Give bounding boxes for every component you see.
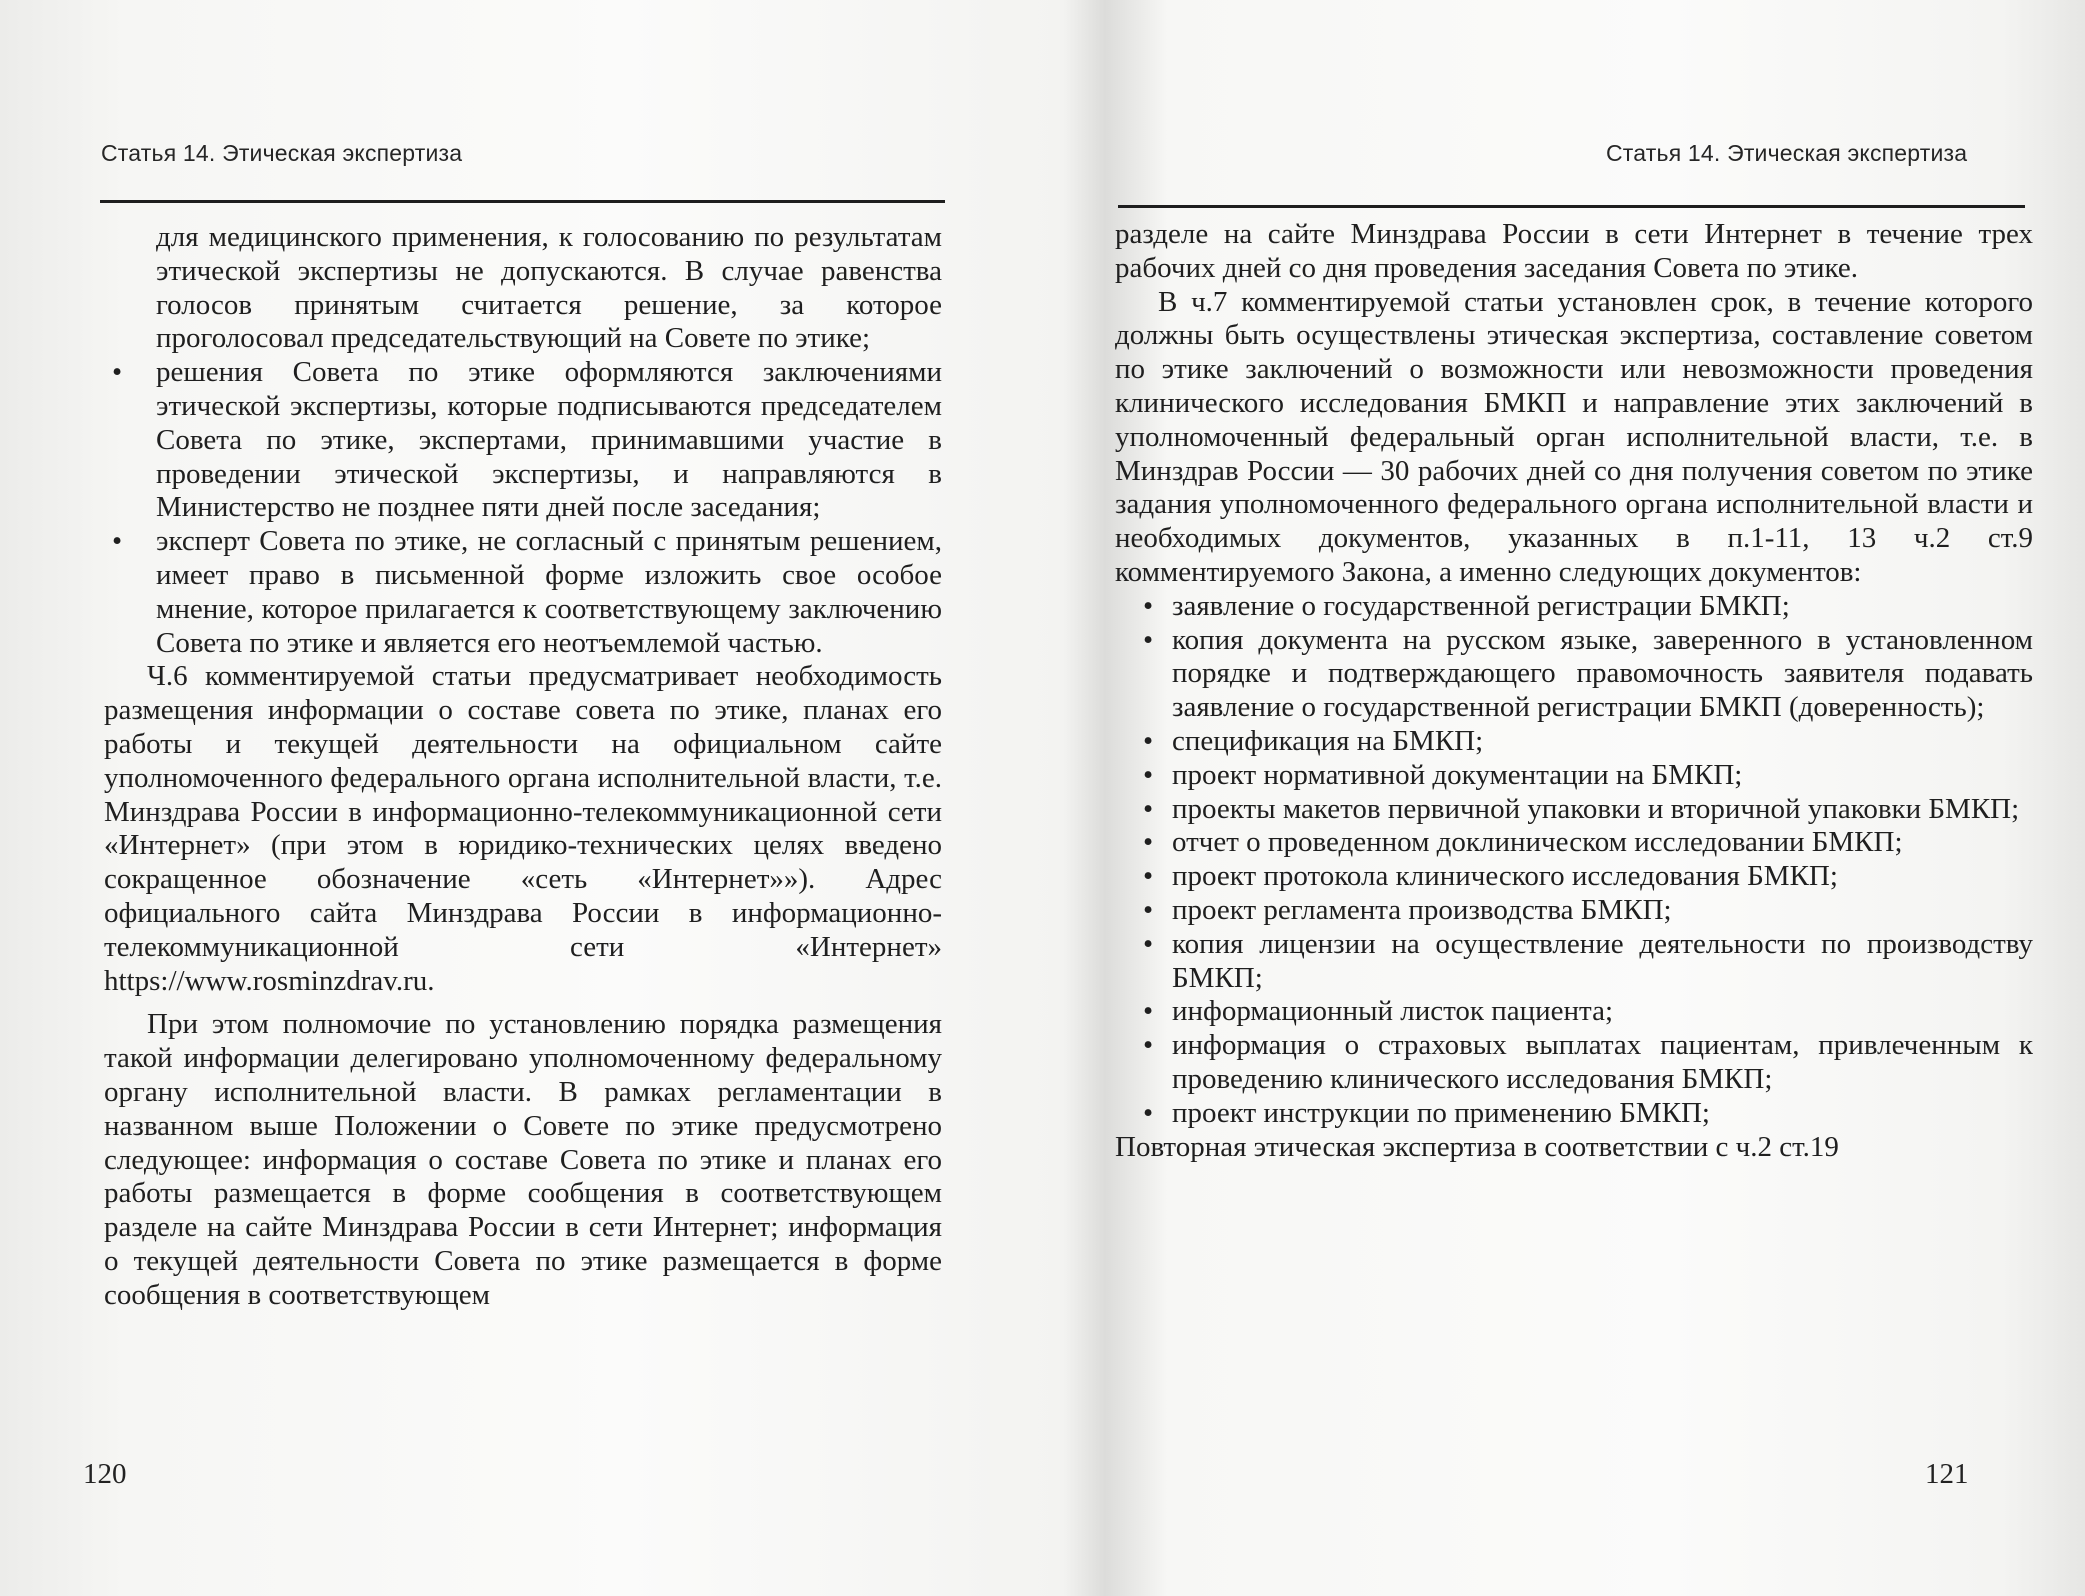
list-item: • информация о страховых выплатах пациентам, привлеченным к проведению клинического исследования БМКП; <box>1143 1029 2033 1095</box>
bullet-icon: • <box>1143 623 1154 656</box>
closing-line: Повторная этическая экспертиза в соответствии с ч.2 ст.19 <box>1115 1130 1839 1163</box>
list-item: • решения Совета по этике оформляются заключениями этической экспертизы, которые подписываются председателем Совета по этике, экспертами, принимавшими участие в проведении этической экспертизы, и направляются в Министерство не позднее пяти дней после заседания; <box>112 356 942 524</box>
list-item: • эксперт Совета по этике, не согласный с принятым решением, имеет право в письменной форме изложить свое особое мнение, которое прилагается к соответствующему заключению Совета по этике и является его неотъемлемой частью. <box>112 525 942 659</box>
list-item: • проекты макетов первичной упаковки и вторичной упаковки БМКП; <box>1143 792 2020 825</box>
list-item: • спецификация на БМКП; <box>1143 724 1484 757</box>
paragraph-continuation: разделе на сайте Минздрава России в сети Интернет в течение трех рабочих дней со дня проведения заседания Совета по этике. <box>1115 218 2033 284</box>
bullet-icon: • <box>1143 893 1154 926</box>
list-item: • копия документа на русском языке, заверенного в установленном порядке и подтверждающего правомочность заявителя подавать заявление о государственной регистрации БМКП (доверенность); <box>1143 623 2033 724</box>
list-item: • информационный листок пациента; <box>1143 995 1614 1028</box>
bullet-icon: • <box>1143 826 1154 859</box>
right-page-text <box>1115 218 2033 1164</box>
running-head-right: Статья 14. Этическая экспертиза <box>1606 140 1968 166</box>
bullet-icon: • <box>1143 995 1154 1028</box>
page-number-right: 121 <box>1925 1458 1969 1490</box>
right-page <box>1065 0 2085 1596</box>
bullet-icon: • <box>1143 927 1154 960</box>
paragraph: Ч.6 комментируемой статьи предусматривает необходимость размещения информации о составе совета по этике, планах его работы и текущей деятельности на официальном сайте уполномоченного федерального органа исполнительной власти, т.е. Минздрава России в информационно-телекоммуникационной сети «Интернет» (при этом в юридико-технических целях введено сокращенное обозначение «сеть «Интернет»»). Адрес официального сайта Минздрава России в информационно-телекоммуникационной сети «Интернет» https://www.rosminzdrav.ru. <box>104 660 942 997</box>
bullet-icon: • <box>1143 589 1154 622</box>
bullet-icon: • <box>1143 860 1154 893</box>
left-page-text <box>104 221 942 1313</box>
bullet-icon: • <box>112 356 123 389</box>
bullet-icon: • <box>1143 1096 1154 1129</box>
list-item: • заявление о государственной регистрации БМКП; <box>1143 589 1790 622</box>
list-item: • отчет о проведенном доклиническом исследовании БМКП; <box>1143 826 1903 859</box>
list-item: • проект нормативной документации на БМКП; <box>1143 758 1743 791</box>
bullet-icon: • <box>1143 1029 1154 1062</box>
list-item: • проект инструкции по применению БМКП; <box>1143 1096 1710 1129</box>
bullet-icon: • <box>1143 724 1154 757</box>
bullet-icon: • <box>1143 758 1154 791</box>
right-bullet-list <box>1115 590 2033 1131</box>
list-item-continuation: для медицинского применения, к голосованию по результатам этической экспертизы не допускаются. В случае равенства голосов принятым считается решение, за которое проголосовал председательствующий на Совете по этике; <box>156 221 942 355</box>
header-rule-left <box>100 200 945 203</box>
paragraph: При этом полномочие по установлению порядка размещения такой информации делегировано уполномоченному федеральному органу исполнительной власти. В рамках регламентации в названном выше Положении о Совете по этике предусмотрено следующее: информация о составе Совета по этике и планах его работы размещается в форме сообщения в соответствующем разделе на сайте Минздрава России в сети Интернет; информация о текущей деятельности Совета по этике размещается в форме сообщения в соответствующем <box>104 1008 942 1311</box>
list-item: • проект протокола клинического исследования БМКП; <box>1143 860 1838 893</box>
left-bullet-list <box>104 221 942 660</box>
paragraph: В ч.7 комментируемой статьи установлен срок, в течение которого должны быть осуществлены этическая экспертиза, составление советом по этике заключений о возможности или невозможности проведения клинического исследования БМКП и направление этих заключений в уполномоченный федеральный орган исполнительной власти, т.е. в Минздрав России — 30 рабочих дней со дня получения советом по этике задания уполномоченного федерального органа исполнительной власти и необходимых документов, указанных в п.1-11, 13 ч.2 ст.9 комментируемого Закона, а именно следующих документов: <box>1115 285 2033 588</box>
header-rule-right <box>1118 205 2025 208</box>
list-item: • копия лицензии на осуществление деятельности по производству БМКП; <box>1143 927 2033 994</box>
left-page <box>0 0 1040 1596</box>
page-number-left: 120 <box>83 1458 127 1490</box>
list-item: • проект регламента производства БМКП; <box>1143 893 1672 926</box>
bullet-icon: • <box>112 525 123 558</box>
running-head-left: Статья 14. Этическая экспертиза <box>101 140 463 166</box>
bullet-icon: • <box>1143 792 1154 825</box>
